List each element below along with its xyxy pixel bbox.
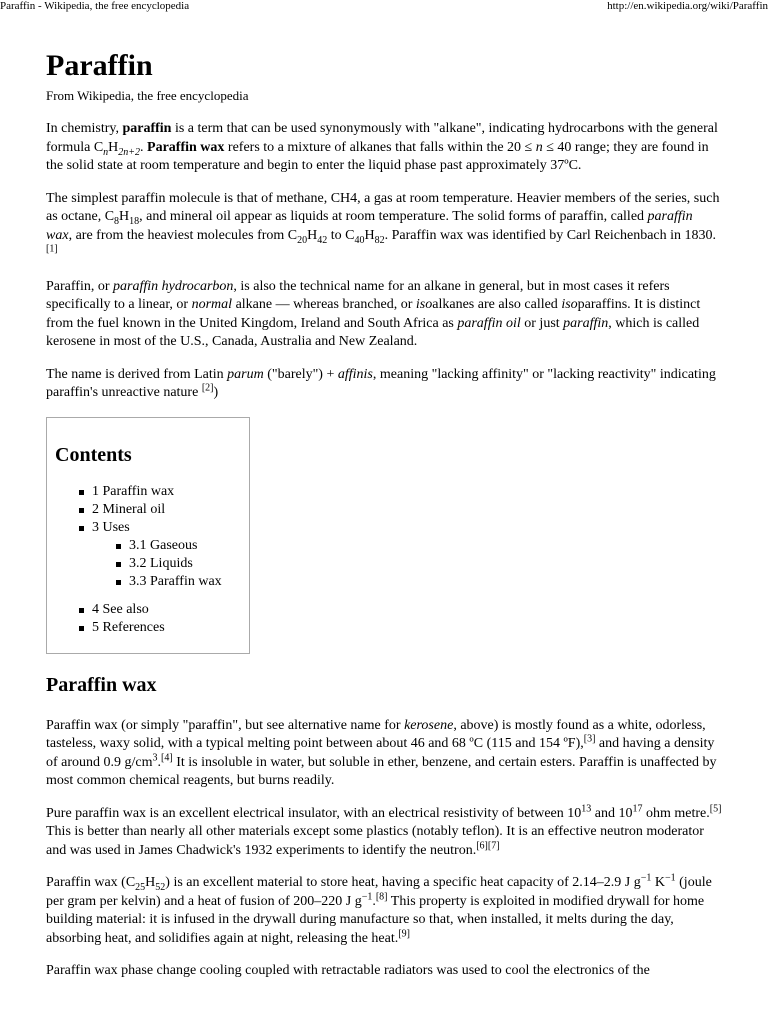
print-header bbox=[0, 0, 768, 14]
toc-item-liquids[interactable]: 3.2 Liquids bbox=[116, 555, 241, 573]
toc-item-references[interactable]: 5 References bbox=[79, 619, 241, 637]
citation-link[interactable]: [6][7] bbox=[476, 839, 500, 851]
section-paragraph-3: Paraffin wax $(C_{25}H_{52})$ is an excellent material to store heat, having a specific heat capacity of 2.14–2.9 J $g^{-1}$ $K^{-1}$ (joule per gram per kelvin) and a heat of fusion of 200–220 J $g^{-1}.[8]$ This property is exploited in modified drywall for home building material: it is infused in the drywall during manufacture so that, when installed, it melts during the day, absorbing heat, and solidifies again at night, releasing the heat.[9] bbox=[46, 872, 712, 946]
toc-item-paraffin-wax-use[interactable]: 3.3 Paraffin wax bbox=[116, 573, 241, 591]
citation-link[interactable]: [1] bbox=[46, 243, 58, 255]
toc-item-paraffin-wax[interactable]: 1 Paraffin wax bbox=[79, 483, 241, 501]
section-paragraph-2: Pure paraffin wax is an excellent electrical insulator, with an electrical resistivity of between $10^{13}$ and $10^{17}$ ohm metre.[5] This is better than nearly all other materials except some plastics (notably teflon). It is an effective neutron moderator and was used in James Chadwick's 1932 experiments to identify the neutron.[6][7] bbox=[46, 802, 722, 858]
citation-link[interactable]: [3] bbox=[583, 733, 596, 745]
toc-title: Contents bbox=[55, 443, 132, 466]
intro-paragraph-2: The simplest paraffin molecule is that of methane, CH4, a gas at room temperature. Heavier members of the series, such as octane, $C_8H_{18}$, and mineral oil appear as liquids at room temperature. The solid forms of paraffin, called paraffin wax, are from the heaviest molecules from $C_{20}H_{42}$ to $C_{40}H_{82}$. Paraffin wax was identified by Carl Reichenbach in 1830.[1] bbox=[46, 190, 720, 255]
toc-item-see-also[interactable]: 4 See also bbox=[79, 601, 241, 619]
intro-paragraph-4: The name is derived from Latin parum ("barely") + affinis, meaning "lacking affinity" or "lacking reactivity" indicating paraffin's unreactive nature [2]) bbox=[46, 366, 716, 400]
section-heading: Paraffin wax bbox=[46, 673, 157, 696]
section-paragraph-4: Paraffin wax phase change cooling coupled with retractable radiators was used to cool the electronics of the bbox=[46, 963, 650, 978]
citation-link[interactable]: [8] bbox=[375, 890, 388, 902]
page-subtitle: From Wikipedia, the free encyclopedia bbox=[46, 88, 249, 103]
citation-link[interactable]: [4] bbox=[161, 751, 173, 763]
page-title: Paraffin bbox=[46, 49, 153, 82]
section-paragraph-1: Paraffin wax (or simply "paraffin", but see alternative name for kerosene, above) is mostly found as a white, odorless, tasteless, waxy solid, with a typical melting point between about 46 and 68 ºC (115 and 154 ºF),[3] and having a density of around 0.9 $g/cm^3.[4]$ It is insoluble in water, but soluble in ether, benzene, and certain esters. Paraffin is unaffected by most common chemical reagents, but burns readily. bbox=[46, 717, 717, 788]
citation-link[interactable]: [2] bbox=[201, 382, 214, 394]
toc-item-mineral-oil[interactable]: 2 Mineral oil bbox=[79, 501, 241, 519]
citation-link[interactable]: [5] bbox=[709, 802, 722, 814]
citation-link[interactable]: [9] bbox=[398, 927, 410, 939]
article-content bbox=[46, 48, 722, 995]
intro-paragraph-1: In chemistry, paraffin is a term that can be used synonymously with "alkane", indicating hydrocarbons with the general formula $C_nH_{2n+2}$. Paraffin wax refers to a mixture of alkanes that falls within the 20 ≤ n ≤ 40 range; they are found in the solid state at room temperature and begin to enter the liquid phase past approximately 37ºC. bbox=[46, 121, 718, 173]
print-header-title: Paraffin - Wikipedia, the free encyclopedia bbox=[0, 0, 190, 12]
table-of-contents bbox=[46, 417, 250, 654]
intro-paragraph-3: Paraffin, or paraffin hydrocarbon, is also the technical name for an alkane in general, but in most cases it refers specifically to a linear, or normal alkane — whereas branched, or isoalkanes are also called isoparaffins. It is distinct from the fuel known in the United Kingdom, Ireland and South Africa as paraffin oil or just paraffin, which is called kerosene in most of the U.S., Canada, Australia and New Zealand. bbox=[46, 278, 701, 349]
toc-item-uses[interactable]: 3 Uses 3.1 Gaseous 3.2 Liquids 3.3 Paraffin wax bbox=[79, 519, 241, 601]
toc-item-gaseous[interactable]: 3.1 Gaseous bbox=[116, 537, 241, 555]
print-header-url: http://en.wikipedia.org/wiki/Paraffin bbox=[607, 0, 768, 12]
